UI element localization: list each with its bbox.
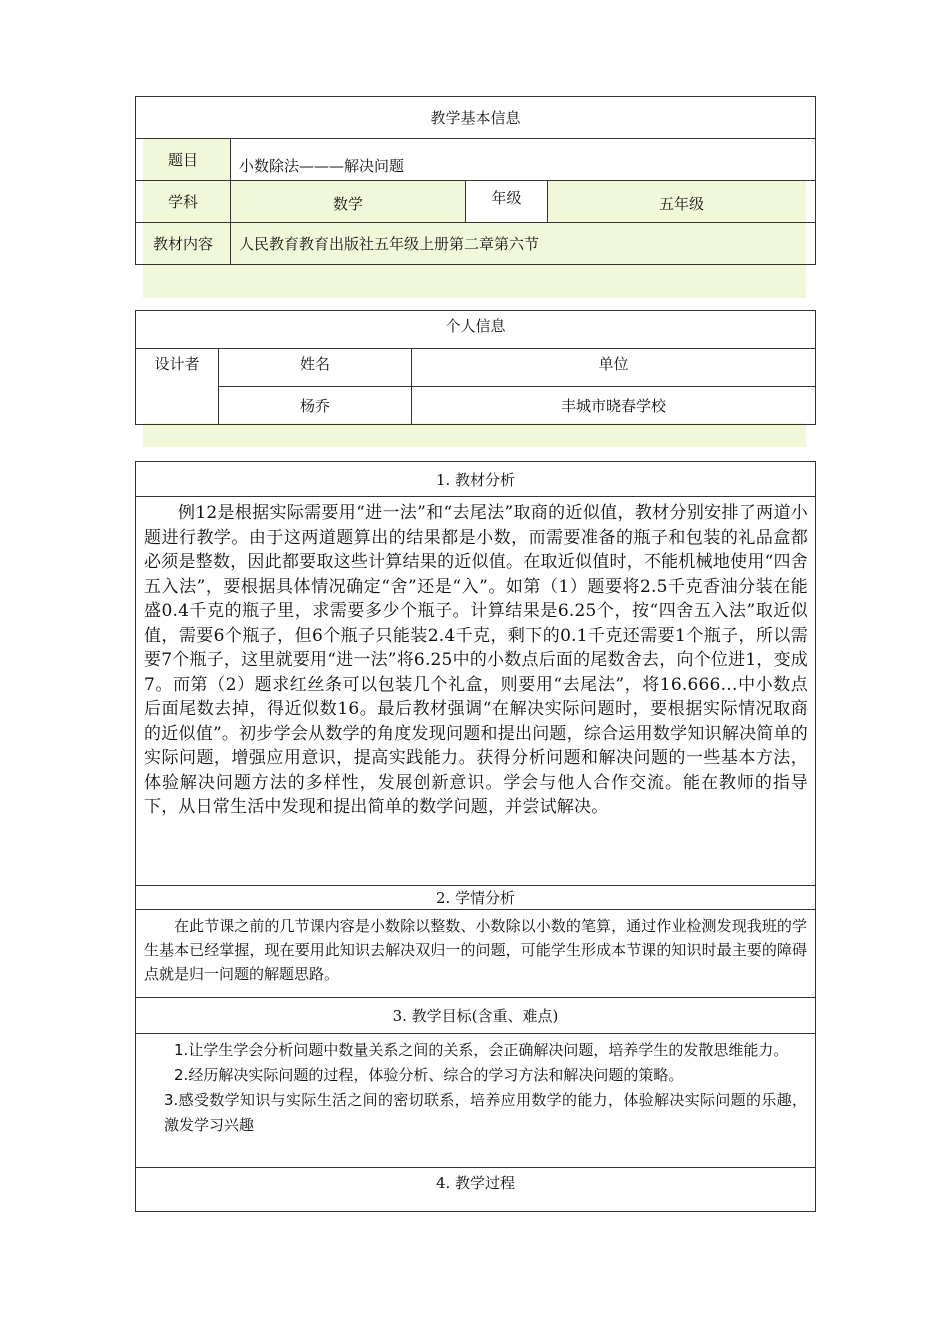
goal-2-num: 2. bbox=[174, 1066, 189, 1084]
grade-label: 年级 bbox=[466, 181, 548, 223]
goals-list bbox=[136, 1034, 815, 1146]
topic-value: 小数除法———解决问题 bbox=[231, 139, 816, 181]
unit-value: 丰城市晓春学校 bbox=[412, 387, 816, 425]
personal-info-table bbox=[135, 310, 816, 425]
section-2-title: 2. 学情分析 bbox=[136, 886, 816, 910]
topic-label: 题目 bbox=[136, 139, 231, 181]
name-label: 姓名 bbox=[219, 349, 412, 387]
section-1-body bbox=[136, 497, 816, 886]
goal-3-num: 3. bbox=[164, 1091, 179, 1109]
subject-label: 学科 bbox=[136, 181, 231, 223]
subject-value: 数学 bbox=[231, 181, 466, 223]
goal-1-num: 1. bbox=[174, 1041, 189, 1059]
grade-value: 五年级 bbox=[548, 181, 816, 223]
highlight-band-2 bbox=[143, 423, 806, 447]
goal-3-text: 感受数学知识与实际生活之间的密切联系，培养应用数学的能力，体验解决实际问题的乐趣，激发学习兴趣 bbox=[164, 1091, 807, 1134]
section-1-title: 1. 教材分析 bbox=[136, 462, 816, 497]
goal-item-2 bbox=[144, 1063, 807, 1088]
goal-item-1 bbox=[144, 1038, 807, 1063]
basic-info-table bbox=[135, 96, 816, 265]
section-3-title: 3. 教学目标(含重、难点) bbox=[136, 998, 816, 1034]
material-value: 人民教育教育出版社五年级上册第二章第六节 bbox=[231, 223, 816, 265]
section-1-text: 例12是根据实际需要用“进一法”和“去尾法”取商的近似值，教材分别安排了两道小题进行教学。由于这两道题算出的结果都是小数，而需要准备的瓶子和包装的礼品盒都必须是整数，因此都要取这些计算结果的近似值。在取近似值时，不能机械地使用“四舍五入法”，要根据具体情况确定“舍”还是“入”。如第（1）题要将2.5千克香油分装在能盛0.4千克的瓶子里，求需要多少个瓶子。计算结果是6.25个，按“四舍五入法”取近似值，需要6个瓶子，但6个瓶子只能装2.4千克，剩下的0.1千克还需要1个瓶子，所以需要7个瓶子，这里就要用“进一法”将6.25中的小数点后面的尾数舍去，向个位进1，变成7。而第（2）题求红丝条可以包装几个礼盒，则要用“去尾法”，将16.666…中小数点后面尾数去掉，得近似数16。最后教材强调“在解决实际问题时，要根据实际情况取商的近似值”。初步学会从数学的角度发现问题和提出问题，综合运用数学知识解决简单的实际问题，增强应用意识，提高实践能力。获得分析问题和解决问题的一些基本方法，体验解决问题方法的多样性，发展创新意识。学会与他人合作交流。能在教师的指导下，从日常生活中发现和提出简单的数学问题，并尝试解决。 bbox=[144, 503, 808, 817]
section-3-body bbox=[136, 1034, 816, 1168]
goal-1-text: 让学生学会分析问题中数量关系之间的关系，会正确解决问题，培养学生的发散思维能力。 bbox=[188, 1041, 789, 1059]
analysis-table bbox=[135, 461, 816, 1212]
personal-info-header: 个人信息 bbox=[136, 311, 816, 349]
goal-item-3 bbox=[144, 1088, 807, 1138]
basic-info-header: 教学基本信息 bbox=[136, 97, 816, 139]
material-label: 教材内容 bbox=[136, 223, 231, 265]
name-value: 杨乔 bbox=[219, 387, 412, 425]
section-2-text: 在此节课之前的几节课内容是小数除以整数、小数除以小数的笔算，通过作业检测发现我班的学生基本已经掌握，现在要用此知识去解决双归一的问题，可能学生形成本节课的知识时最主要的障碍点就是归一问题的解题思路。 bbox=[144, 917, 807, 983]
section-2-body bbox=[136, 910, 816, 998]
unit-label: 单位 bbox=[412, 349, 816, 387]
goal-2-text: 经历解决实际问题的过程，体验分析、综合的学习方法和解决问题的策略。 bbox=[188, 1066, 684, 1084]
designer-label: 设计者 bbox=[136, 349, 219, 425]
section-4-title: 4. 教学过程 bbox=[136, 1168, 816, 1212]
